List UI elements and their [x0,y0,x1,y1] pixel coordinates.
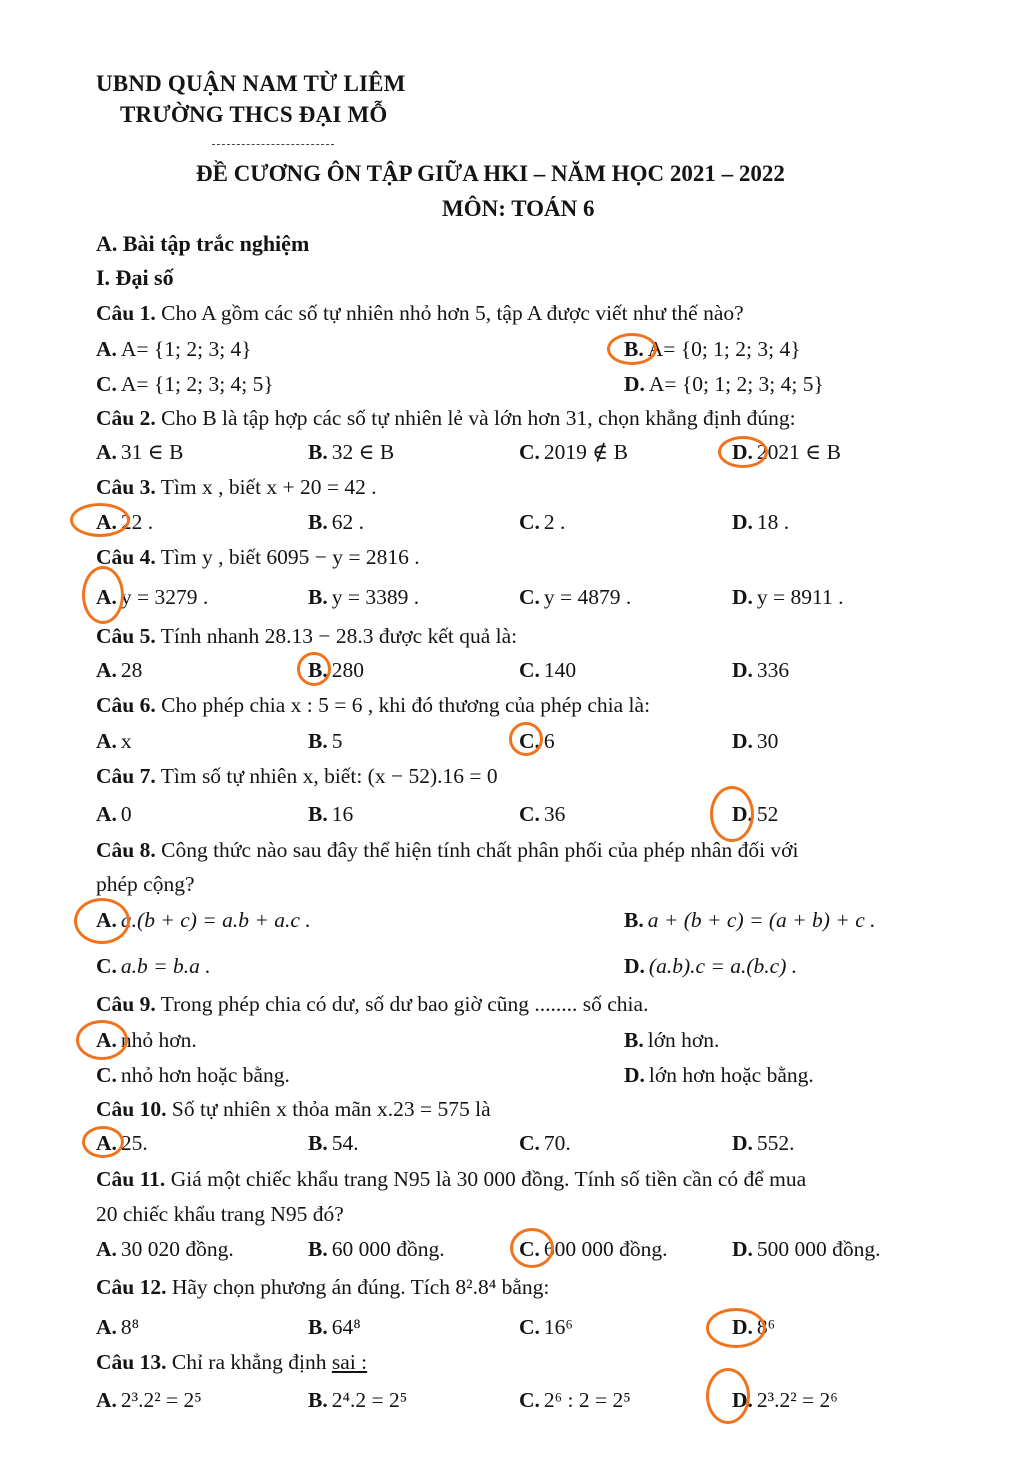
q7-option-c: C. 36 [519,802,566,826]
q11-option-a: A. 30 020 đồng. [96,1237,234,1261]
q12-option-b: B. 64⁸ [308,1315,361,1339]
header-divider [212,144,334,145]
question-8-continued: phép cộng? [96,872,195,896]
q3-option-b: B. 62 . [308,510,364,534]
q8-option-d: D. (a.b).c = a.(b.c) . [624,954,798,978]
q11-option-c: C. 600 000 đồng. [519,1237,668,1261]
q6-option-b: B. 5 [308,729,343,753]
q5-option-d: D. 336 [732,658,790,682]
q9-option-b: B. lớn hơn. [624,1028,720,1052]
section-a-heading: A. Bài tập trắc nghiệm [96,231,310,256]
q8-option-a: A. a.(b + c) = a.b + a.c . [96,908,311,932]
doc-subject: MÔN: TOÁN 6 [442,196,595,221]
question-1: Câu 1. Cho A gồm các số tự nhiên nhỏ hơn 5, tập A được viết như thế nào? [96,301,744,325]
q7-option-d: D. 52 [732,802,779,826]
question-3: Câu 3. Tìm x , biết x + 20 = 42 . [96,475,377,499]
q7-option-a: A. 0 [96,802,132,826]
question-2: Câu 2. Cho B là tập hợp các số tự nhiên lẻ và lớn hơn 31, chọn khẳng định đúng: [96,406,796,430]
q11-option-b: B. 60 000 đồng. [308,1237,445,1261]
q1-option-c: C. A= {1; 2; 3; 4; 5} [96,372,274,396]
question-6: Câu 6. Cho phép chia x : 5 = 6 , khi đó thương của phép chia là: [96,693,651,717]
section-i-heading: I. Đại số [96,265,174,290]
q8-option-c: C. a.b = b.a . [96,954,211,978]
q4-option-b: B. y = 3389 . [308,585,420,609]
q1-option-a: A. A= {1; 2; 3; 4} [96,337,252,361]
q1-option-d: D. A= {0; 1; 2; 3; 4; 5} [624,372,824,396]
question-10: Câu 10. Số tự nhiên x thỏa mãn x.23 = 575 là [96,1097,491,1121]
q1-option-b: B. A= {0; 1; 2; 3; 4} [624,337,801,361]
q2-option-d: D. 2021 ∈ B [732,440,841,464]
header-district: UBND QUẬN NAM TỪ LIÊM [96,71,406,96]
q11-option-d: D. 500 000 đồng. [732,1237,881,1261]
q8-option-b: B. a + (b + c) = (a + b) + c . [624,908,876,932]
q10-option-c: C. 70. [519,1131,571,1155]
q2-option-b: B. 32 ∈ B [308,440,395,464]
q10-option-b: B. 54. [308,1131,359,1155]
q13-option-b: B. 2⁴.2 = 2⁵ [308,1388,408,1412]
question-11-continued: 20 chiếc khẩu trang N95 đó? [96,1202,344,1226]
question-13: Câu 13. Chỉ ra khẳng định sai : [96,1350,368,1374]
q9-option-d: D. lớn hơn hoặc bằng. [624,1063,814,1087]
q13-option-c: C. 2⁶ : 2 = 2⁵ [519,1388,631,1412]
q7-option-b: B. 16 [308,802,354,826]
q6-option-a: A. x [96,729,132,753]
q13-option-a: A. 2³.2² = 2⁵ [96,1388,202,1412]
q3-option-d: D. 18 . [732,510,790,534]
q4-option-a: A. y = 3279 . [96,585,209,609]
q5-option-b: B. 280 [308,658,364,682]
question-5: Câu 5. Tính nhanh 28.13 − 28.3 được kết quả là: [96,624,518,648]
q2-option-c: C. 2019 ∉ B [519,440,628,464]
question-4: Câu 4. Tìm y , biết 6095 − y = 2816 . [96,545,420,569]
q9-option-a: A. nhỏ hơn. [96,1028,197,1052]
question-8: Câu 8. Công thức nào sau đây thể hiện tính chất phân phối của phép nhân đối với [96,838,799,862]
q12-option-a: A. 8⁸ [96,1315,140,1339]
q10-option-a: A. 25. [96,1131,148,1155]
question-7: Câu 7. Tìm số tự nhiên x, biết: (x − 52).16 = 0 [96,764,498,788]
question-9: Câu 9. Trong phép chia có dư, số dư bao giờ cũng ........ số chia. [96,992,649,1016]
q9-option-c: C. nhỏ hơn hoặc bằng. [96,1063,290,1087]
q3-option-c: C. 2 . [519,510,566,534]
question-11: Câu 11. Giá một chiếc khẩu trang N95 là 30 000 đồng. Tính số tiền cần có để mua [96,1167,807,1191]
q13-option-d: D. 2³.2² = 2⁶ [732,1388,838,1412]
q4-option-d: D. y = 8911 . [732,585,844,609]
q12-option-d: D. 8⁶ [732,1315,776,1339]
doc-title: ĐỀ CƯƠNG ÔN TẬP GIỮA HKI – NĂM HỌC 2021 – 2022 [196,161,785,186]
question-12: Câu 12. Hãy chọn phương án đúng. Tích 8².8⁴ bằng: [96,1275,550,1299]
q4-option-c: C. y = 4879 . [519,585,632,609]
q5-option-a: A. 28 [96,658,143,682]
q5-option-c: C. 140 [519,658,577,682]
header-school: TRƯỜNG THCS ĐẠI MỖ [120,102,388,127]
q10-option-d: D. 552. [732,1131,795,1155]
q6-option-d: D. 30 [732,729,779,753]
q12-option-c: C. 16⁶ [519,1315,573,1339]
q2-option-a: A. 31 ∈ B [96,440,184,464]
q3-option-a: A. 22 . [96,510,154,534]
q6-option-c: C. 6 [519,729,555,753]
